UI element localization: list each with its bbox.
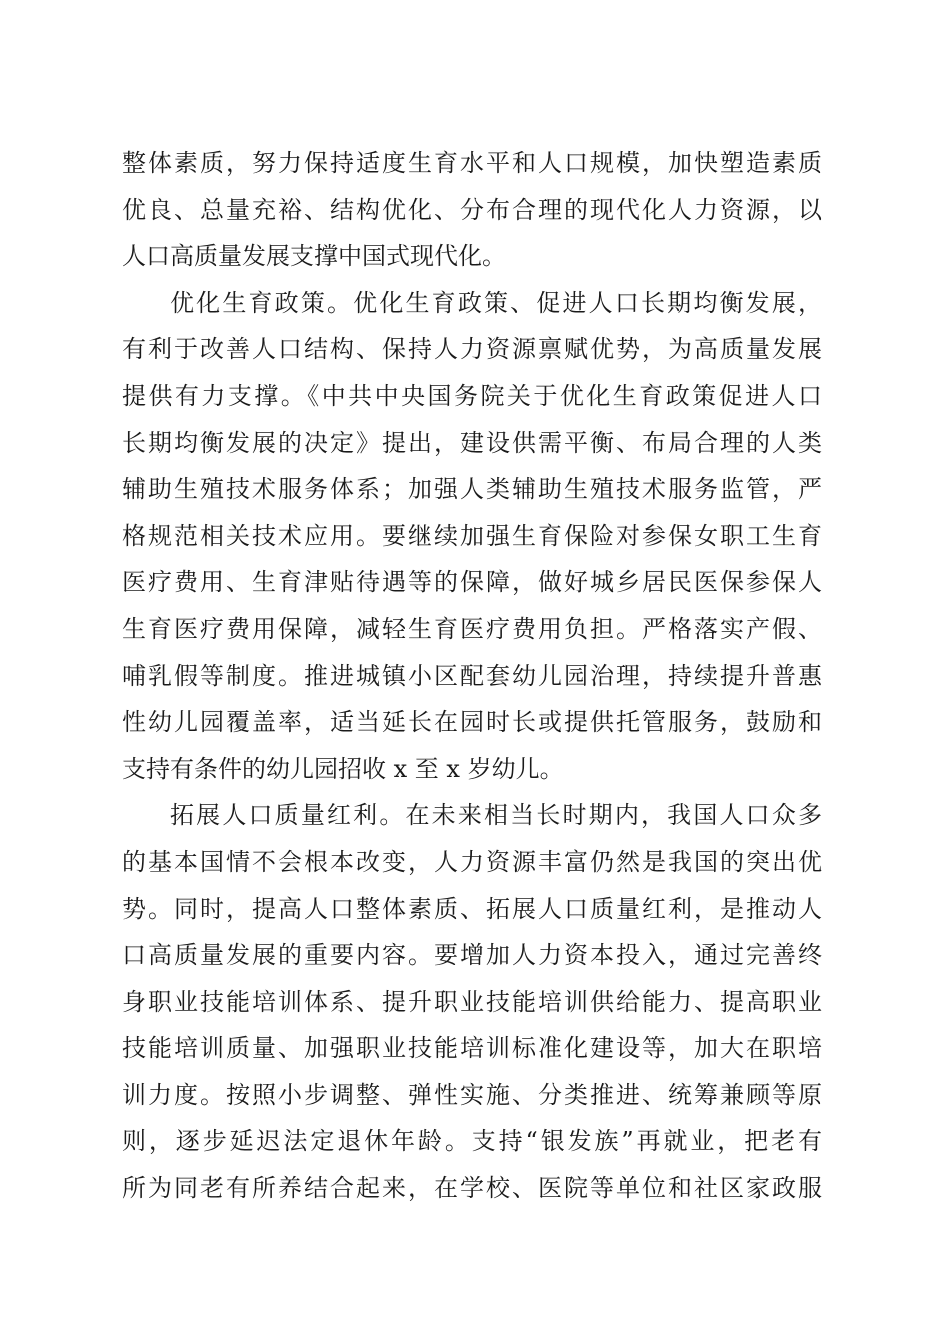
text-line: 身职业技能培训体系、提升职业技能培训供给能力、提高职业 (122, 987, 822, 1016)
text-line: 生育医疗费用保障，减轻生育医疗费用负担。严格落实产假、 (122, 614, 822, 643)
text-line: 技能培训质量、加强职业技能培训标准化建设等，加大在职培 (122, 1034, 822, 1063)
text-line: 哺乳假等制度。推进城镇小区配套幼儿园治理，持续提升普惠 (122, 661, 822, 690)
text-line: 人口高质量发展支撑中国式现代化。 (122, 242, 506, 271)
text-line: 优化生育政策。优化生育政策、促进人口长期均衡发展， (170, 288, 822, 317)
text-line: 格规范相关技术应用。要继续加强生育保险对参保女职工生育 (122, 521, 822, 550)
text-line: 有利于改善人口结构、保持人力资源禀赋优势，为高质量发展 (122, 335, 822, 364)
text-line: 口高质量发展的重要内容。要增加人力资本投入，通过完善终 (122, 941, 822, 970)
text-line: 支持有条件的幼儿园招收 x 至 x 岁幼儿。 (122, 754, 564, 783)
document-body (122, 140, 822, 1212)
text-line: 势。同时，提高人口整体素质、拓展人口质量红利，是推动人 (122, 894, 822, 923)
text-line: 拓展人口质量红利。在未来相当长时期内，我国人口众多 (170, 801, 822, 830)
text-line: 优良、总量充裕、结构优化、分布合理的现代化人力资源，以 (122, 195, 822, 224)
text-line: 长期均衡发展的决定》提出，建设供需平衡、布局合理的人类 (122, 428, 822, 457)
text-line: 整体素质，努力保持适度生育水平和人口规模，加快塑造素质 (122, 149, 822, 177)
text-line: 训力度。按照小步调整、弹性实施、分类推进、统筹兼顾等原 (122, 1080, 822, 1109)
paragraph (122, 792, 822, 1211)
text-line: 提供有力支撑。《中共中央国务院关于优化生育政策促进人口 (122, 381, 822, 410)
text-line: 性幼儿园覆盖率，适当延长在园时长或提供托管服务，鼓励和 (122, 708, 822, 737)
text-line: 辅助生殖技术服务体系；加强人类辅助生殖技术服务监管，严 (122, 475, 822, 504)
text-line: 的基本国情不会根本改变，人力资源丰富仍然是我国的突出优 (122, 847, 822, 876)
paragraph (122, 140, 822, 280)
text-line: 所为同老有所养结合起来，在学校、医院等单位和社区家政服 (122, 1174, 822, 1203)
text-line: 医疗费用、生育津贴待遇等的保障，做好城乡居民医保参保人 (122, 568, 822, 597)
paragraph (122, 280, 822, 793)
text-line: 则，逐步延迟法定退休年龄。支持“银发族”再就业，把老有 (122, 1127, 822, 1156)
